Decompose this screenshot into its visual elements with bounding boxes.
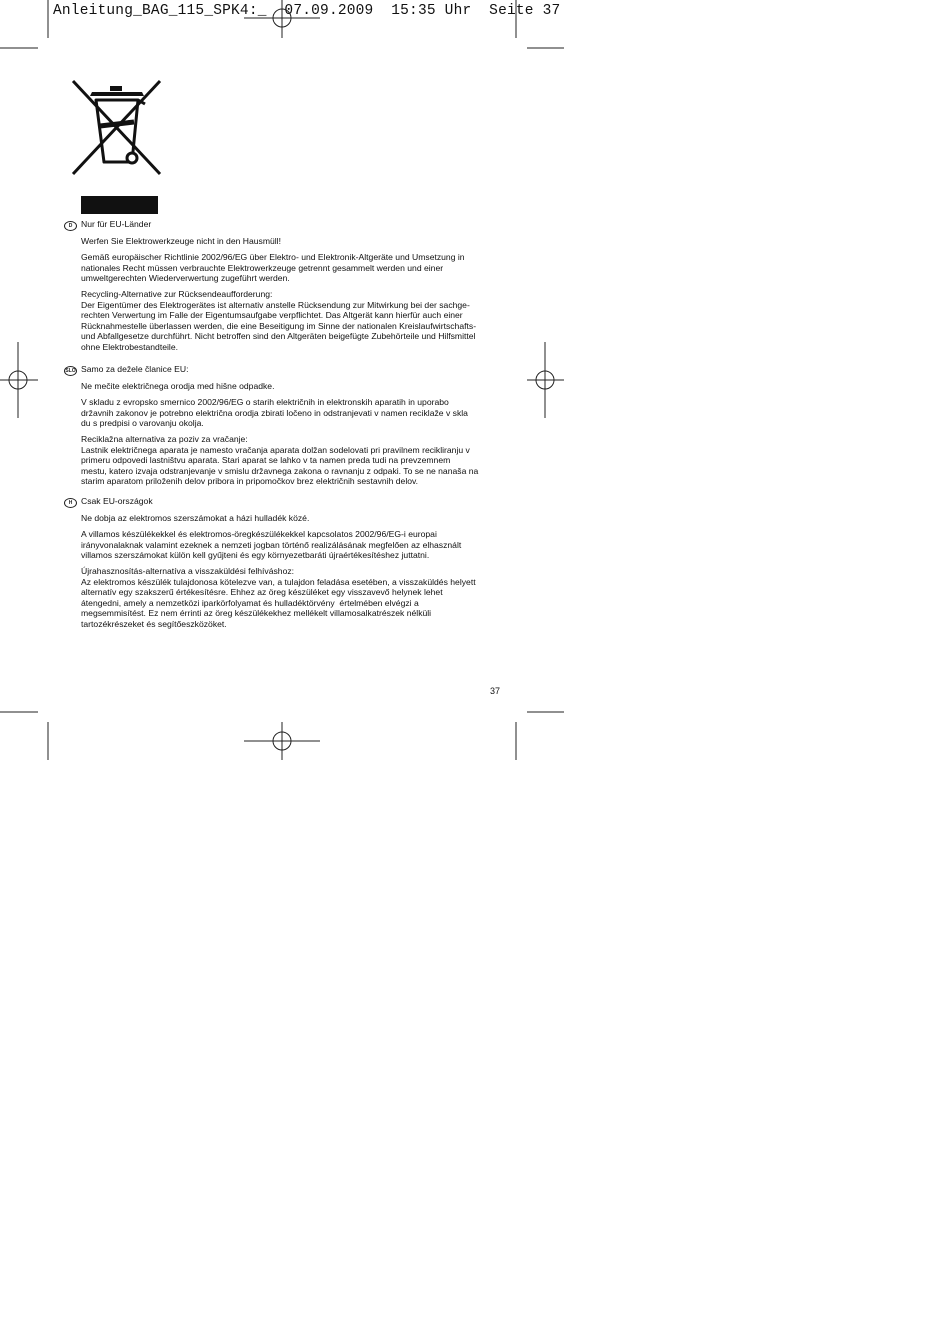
crossed-out-wheelie-bin-icon: [70, 78, 164, 178]
section-heading-h: Csak EU-országok: [81, 496, 153, 506]
print-header: Anleitung_BAG_115_SPK4:_ 07.09.2009 15:35 Uhr Seite 37: [53, 3, 561, 19]
paragraph-h-1: Ne dobja az elektromos szerszámokat a házi hulladék közé.: [81, 513, 310, 523]
paragraph-h-3: Újrahasznosítás-alternatíva a visszaküldési felhíváshoz: Az elektromos készülék tulajdonosa kötelezve van, a tulajdon feladása esetében, a visszaküldés helyett alternatív egy szakszerű értékesítésre. Ehhez az öreg készüléket egy visszavevő helynek lehet átengedni, amely a nemzetközi iparkörfolyamat és hulladéktörvény értelmében elvégzi a megsemmisítést. Ez nem érrinti az öreg készülékekhez mellékelt villamosalkatrészek nélküli tartozékrészeket és segítőeszközöket.: [81, 566, 476, 629]
paragraph-h-2: A villamos készülékekkel és elektromos-öregkészülékekkel kapcsolatos 2002/96/EG-i europai irányvonalaknak valamint ezeknek a nemzeti jogban történő realizálásának megfelően az elhasznált villamos szerszámokat külön kell gyűjteni és egy környezetbaráti újraértékesítéshez juttatni.: [81, 529, 462, 560]
page-number: 37: [490, 686, 501, 696]
section-heading-slo: Samo za dežele članice EU:: [81, 364, 189, 374]
paragraph-de-1: Werfen Sie Elektrowerkzeuge nicht in den Hausmüll!: [81, 236, 281, 246]
language-badge-slo: SLO: [65, 368, 76, 374]
paragraph-slo-3: Reciklažna alternativa za poziv za vračanje: Lastnik električnega aparata je namesto vračanja aparata dolžan sodelovati pri pravilnem recikliranju v primeru odpovedi lastništvu aparata. Stari aparat se lahko v ta namen preda tudi na prevzemnem mestu, katero izvaja odstranjevanje v smislu državnega zakona o ravnanju z odpaki. To se ne nanaša na starim aparatom priloženih delov pribora in pripomočkov brez električnih sestavnih delov.: [81, 434, 479, 486]
crosshair-icon: [244, 722, 320, 760]
paragraph-slo-2: V skladu z evropsko smernico 2002/96/EG o starih električnih in elektronskih aparatih in uporabo državnih zakonov je potrebno električna orodja zbirati ločeno in odstranjevati v namen reciklaže v skla du s predpisi o varovanju okolja.: [81, 397, 468, 428]
section-heading-de: Nur für EU-Länder: [81, 219, 152, 229]
language-badge-h: H: [64, 498, 77, 508]
paragraph-slo-1: Ne mečite električnega orodja med hišne odpadke.: [81, 381, 275, 391]
crosshair-icon: [0, 342, 38, 418]
crosshair-icon: [527, 342, 564, 418]
crosshair-icon: [244, 0, 320, 38]
logo-underline-bar: [81, 196, 158, 214]
language-badge-de: D: [64, 221, 77, 231]
paragraph-de-3: Recycling-Alternative zur Rücksendeaufforderung: Der Eigentümer des Elektrogerätes ist alternativ anstelle Rücksendung zur Mitwirkung bei der sachge- rechten Verwertung im Falle der Eigentumsaufgabe verpflichtet. Das Altgerät kann hierfür auch einer Rücknahmestelle überlassen werden, die eine Beseitigung im Sinne der nationalen Kreislaufwirtschafts- und Abfallgesetze durchführt. Nicht betroffen sind den Altgeräten beigefügte Zubehörteile und Hilfsmittel ohne Elektrobestandteile.: [81, 289, 477, 352]
paragraph-de-2: Gemäß europäischer Richtlinie 2002/96/EG über Elektro- und Elektronik-Altgeräte und Umsetzung in nationales Recht müssen verbrauchte Elektrowerkzeuge getrennt gesammelt werden und einer umweltgerechten Wiederverwertung zugeführt werden.: [81, 252, 465, 283]
